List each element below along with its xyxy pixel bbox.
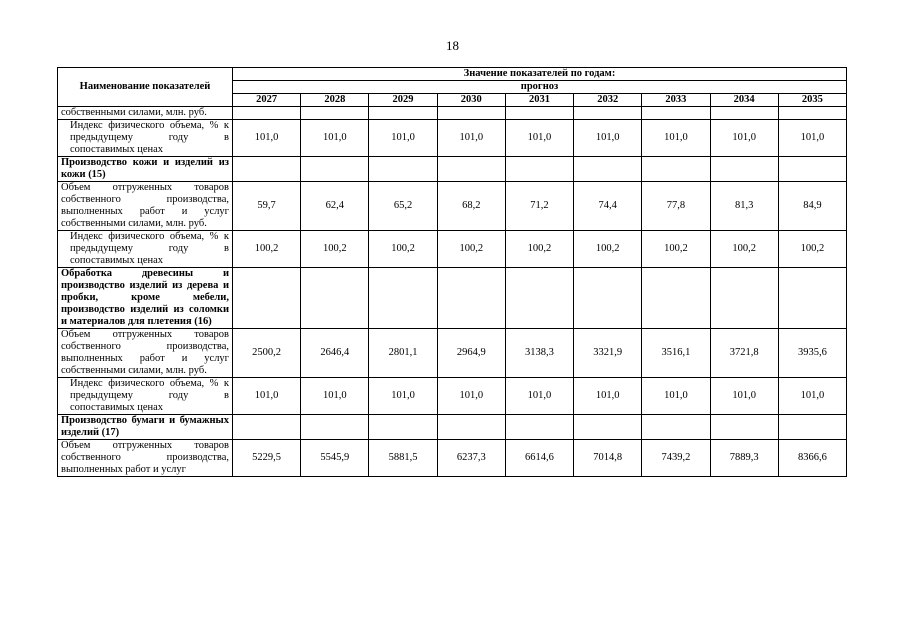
table-row xyxy=(58,329,847,378)
value-cell: 6237,3 xyxy=(437,440,505,477)
value-cell: 59,7 xyxy=(233,182,301,231)
value-cell xyxy=(642,157,710,182)
year-header: 2027 xyxy=(233,94,301,107)
table-row xyxy=(58,231,847,268)
value-cell: 100,2 xyxy=(301,231,369,268)
value-cell: 101,0 xyxy=(505,378,573,415)
table-row xyxy=(58,378,847,415)
value-cell xyxy=(437,107,505,120)
value-cell xyxy=(710,157,778,182)
indicator-label: Объем отгруженных товаров собственного производства, выполненных работ и услуг собственными силами, млн. руб. xyxy=(58,182,233,231)
value-cell: 3516,1 xyxy=(642,329,710,378)
value-cell: 6614,6 xyxy=(505,440,573,477)
value-cell: 101,0 xyxy=(778,378,846,415)
value-cell xyxy=(301,157,369,182)
value-cell: 101,0 xyxy=(778,120,846,157)
value-cell: 68,2 xyxy=(437,182,505,231)
value-cell xyxy=(369,157,437,182)
value-cell: 3321,9 xyxy=(574,329,642,378)
value-cell xyxy=(505,107,573,120)
value-cell xyxy=(369,415,437,440)
value-cell: 101,0 xyxy=(710,120,778,157)
value-cell: 101,0 xyxy=(369,378,437,415)
value-cell: 100,2 xyxy=(574,231,642,268)
value-cell xyxy=(778,157,846,182)
year-header: 2029 xyxy=(369,94,437,107)
value-cell xyxy=(233,107,301,120)
value-cell: 101,0 xyxy=(642,378,710,415)
value-cell: 3721,8 xyxy=(710,329,778,378)
value-cell: 2964,9 xyxy=(437,329,505,378)
value-cell xyxy=(710,415,778,440)
value-cell: 77,8 xyxy=(642,182,710,231)
indicator-name-header: Наименование показателей xyxy=(58,68,233,107)
value-cell: 3138,3 xyxy=(505,329,573,378)
value-cell xyxy=(642,415,710,440)
section-title: Обработка древесины и производство изделий из дерева и пробки, кроме мебели, производство изделий из соломки и материалов для плетения (16) xyxy=(58,268,233,329)
value-cell: 81,3 xyxy=(710,182,778,231)
value-cell: 101,0 xyxy=(233,120,301,157)
table-header xyxy=(58,68,847,107)
value-cell xyxy=(505,157,573,182)
value-cell: 101,0 xyxy=(301,120,369,157)
value-cell: 65,2 xyxy=(369,182,437,231)
value-cell xyxy=(301,107,369,120)
section-title: Производство кожи и изделий из кожи (15) xyxy=(58,157,233,182)
value-cell xyxy=(574,268,642,329)
table-row xyxy=(58,182,847,231)
value-cell xyxy=(574,157,642,182)
value-cell xyxy=(778,268,846,329)
value-cell xyxy=(369,268,437,329)
value-cell: 100,2 xyxy=(233,231,301,268)
value-cell: 2801,1 xyxy=(369,329,437,378)
value-cell: 101,0 xyxy=(369,120,437,157)
page-number: 18 xyxy=(446,38,459,53)
year-header: 2034 xyxy=(710,94,778,107)
indicator-label: Объем отгруженных товаров собственного производства, выполненных работ и услуг xyxy=(58,440,233,477)
value-cell: 5881,5 xyxy=(369,440,437,477)
value-cell xyxy=(778,107,846,120)
value-cell xyxy=(233,415,301,440)
value-cell: 3935,6 xyxy=(778,329,846,378)
table-row xyxy=(58,440,847,477)
value-cell xyxy=(642,268,710,329)
forecast-header: прогноз xyxy=(233,81,847,94)
value-cell xyxy=(437,415,505,440)
value-cell xyxy=(437,157,505,182)
value-cell: 2500,2 xyxy=(233,329,301,378)
value-cell xyxy=(642,107,710,120)
table-body xyxy=(58,107,847,477)
value-cell: 100,2 xyxy=(369,231,437,268)
table-row xyxy=(58,120,847,157)
year-header: 2031 xyxy=(505,94,573,107)
section-row xyxy=(58,415,847,440)
year-header: 2033 xyxy=(642,94,710,107)
section-row xyxy=(58,157,847,182)
value-cell: 101,0 xyxy=(437,378,505,415)
indicators-table xyxy=(57,67,847,477)
value-cell: 84,9 xyxy=(778,182,846,231)
value-cell: 100,2 xyxy=(437,231,505,268)
indicator-label: Индекс физического объема, % к предыдущему году в сопоставимых ценах xyxy=(58,378,233,415)
value-cell: 7014,8 xyxy=(574,440,642,477)
indicator-label: Объем отгруженных товаров собственного производства, выполненных работ и услуг собственными силами, млн. руб. xyxy=(58,329,233,378)
year-header: 2032 xyxy=(574,94,642,107)
value-cell: 5545,9 xyxy=(301,440,369,477)
value-cell: 7439,2 xyxy=(642,440,710,477)
year-header: 2028 xyxy=(301,94,369,107)
section-row xyxy=(58,268,847,329)
year-header: 2030 xyxy=(437,94,505,107)
indicator-label: собственными силами, млн. руб. xyxy=(58,107,233,120)
value-cell: 62,4 xyxy=(301,182,369,231)
value-cell: 8366,6 xyxy=(778,440,846,477)
value-cell xyxy=(778,415,846,440)
value-cell xyxy=(710,107,778,120)
values-by-year-header: Значение показателей по годам: xyxy=(233,68,847,81)
indicator-label: Индекс физического объема, % к предыдущему году в сопоставимых ценах xyxy=(58,120,233,157)
value-cell: 100,2 xyxy=(778,231,846,268)
value-cell: 101,0 xyxy=(437,120,505,157)
value-cell xyxy=(233,268,301,329)
value-cell xyxy=(301,415,369,440)
value-cell xyxy=(710,268,778,329)
value-cell xyxy=(574,107,642,120)
value-cell xyxy=(505,415,573,440)
value-cell: 101,0 xyxy=(710,378,778,415)
indicator-label: Индекс физического объема, % к предыдущему году в сопоставимых ценах xyxy=(58,231,233,268)
value-cell xyxy=(301,268,369,329)
value-cell: 5229,5 xyxy=(233,440,301,477)
value-cell: 101,0 xyxy=(301,378,369,415)
value-cell: 2646,4 xyxy=(301,329,369,378)
value-cell: 101,0 xyxy=(505,120,573,157)
value-cell: 74,4 xyxy=(574,182,642,231)
value-cell xyxy=(233,157,301,182)
section-title: Производство бумаги и бумажных изделий (17) xyxy=(58,415,233,440)
value-cell: 101,0 xyxy=(642,120,710,157)
value-cell: 7889,3 xyxy=(710,440,778,477)
table-row xyxy=(58,107,847,120)
value-cell: 100,2 xyxy=(642,231,710,268)
value-cell xyxy=(574,415,642,440)
value-cell: 101,0 xyxy=(574,378,642,415)
value-cell: 71,2 xyxy=(505,182,573,231)
value-cell: 100,2 xyxy=(505,231,573,268)
value-cell xyxy=(437,268,505,329)
value-cell: 100,2 xyxy=(710,231,778,268)
value-cell xyxy=(505,268,573,329)
value-cell: 101,0 xyxy=(233,378,301,415)
value-cell: 101,0 xyxy=(574,120,642,157)
value-cell xyxy=(369,107,437,120)
year-header: 2035 xyxy=(778,94,846,107)
